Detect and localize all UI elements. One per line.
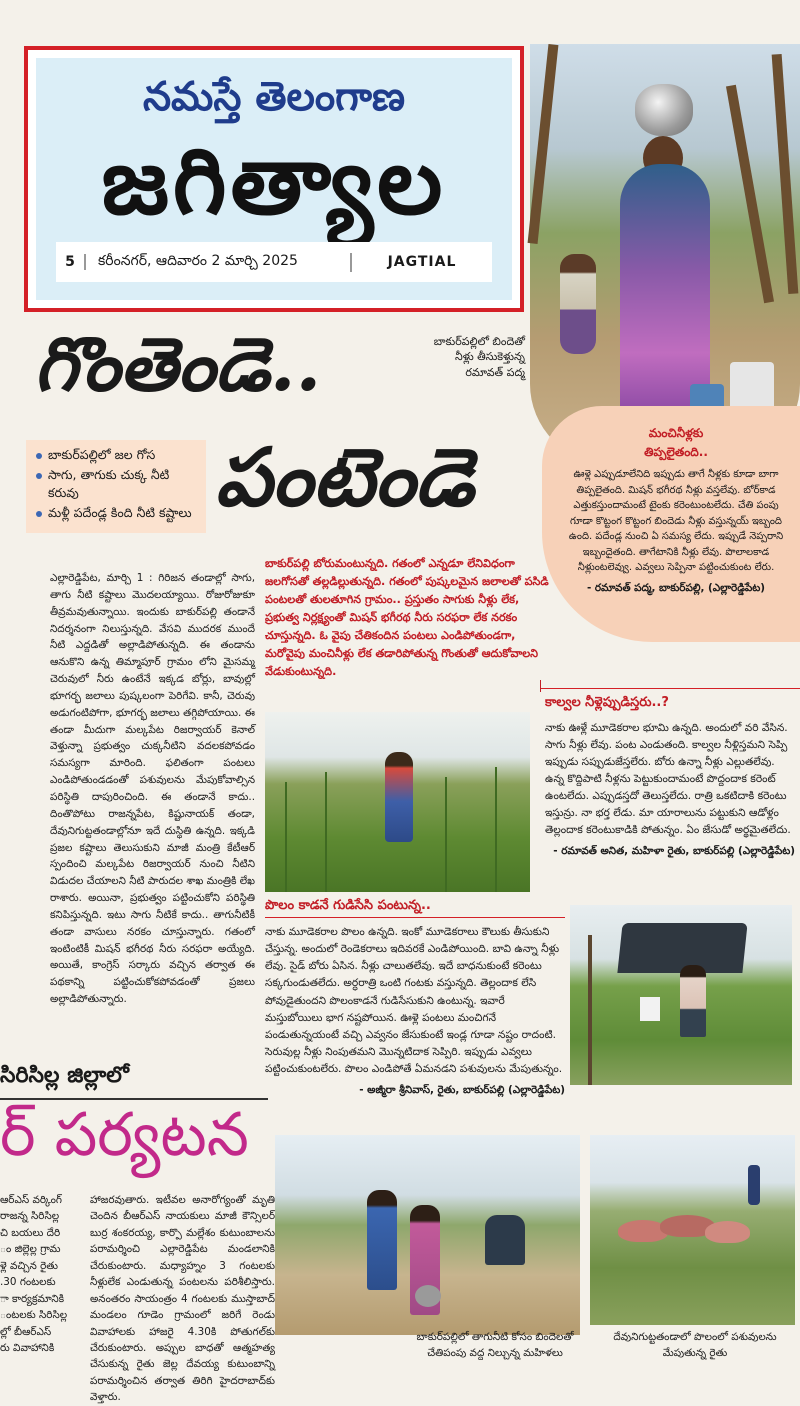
column-line: ళ్లె వచ్చిన రైతు <box>0 1259 58 1272</box>
quote-signature: - రమావత్ పద్మ, బాకుర్‌పల్లి, (ఎల్లారెడ్డిపేట) <box>586 581 766 594</box>
highlight-item: బాకుర్‌పల్లిలో జల గోస <box>34 446 198 464</box>
photo-cattle-grazing <box>590 1135 795 1325</box>
caption-line: రమావత్ పద్మ <box>465 365 525 379</box>
quote-title-line: మంచినీళ్లకు <box>648 426 704 440</box>
second-story-headline: ర్ పర్యటన <box>0 1100 249 1170</box>
quote-text: ఊళ్లె ఎప్పుడూలేనిది ఇప్పుడు తాగే నీళ్లకు కూడా బాగా తిప్పలైతంది. మిషన్ భగీరథ నీళ్లు వస్తలేవు. బోర్‌కాడ ఎత్తుకస్తుందామంటే టైంకు కరెంటుంటలేదు. చేతి పంపు గూడా కొట్టంగ కొట్టంగ బిందెడు నీళ్లు వస్తున్నయ్ ఇబ్బంది ఉంది. పదేండ్ల నుంచి ఏ సమస్య లేదు. ఇప్పుడే నెప్పరాని ఇబ్బందైతంది. తాగేటానికి నీళ్లు లేవు. పొలాలకాడ నీళ్లుంటలెవ్వు. ఎవ్వలు సెప్పినా పట్టించుకుంట లేరు. <box>568 469 784 574</box>
quote-title-anitha: కాల్వల నీళ్లెప్పుడిస్తరు..? <box>545 695 669 710</box>
masthead-info-bar <box>56 242 492 282</box>
column-line: ఆర్ఎస్ వర్కింగ్ <box>0 1194 62 1206</box>
page-number: 5 <box>56 254 86 270</box>
newspaper-name: నమస్తే తెలంగాణ <box>142 74 406 120</box>
column-line: .30 గంటలకు <box>0 1276 56 1289</box>
divider <box>265 917 565 918</box>
bucket <box>730 362 774 410</box>
headline-line-2: పంటెండె <box>215 430 474 524</box>
highlight-item: మళ్లీ పదేండ్ల కింది నీటి కష్టాలు <box>34 504 198 522</box>
caption-cattle: దేవునిగుట్టతండాలో పొలంలో పశువులను మేపుతున్న రైతు <box>613 1331 777 1359</box>
divider <box>540 680 541 692</box>
woman-in-field <box>385 752 413 842</box>
column-line: రాజన్న సిరిసిల్ల <box>0 1210 60 1223</box>
caption-handpump: బాకుర్‌పల్లిలో తాగునీటి కోసం బిందెలతో చేతిపంపు వద్ద నిల్చున్న మహిళలు <box>416 1331 574 1359</box>
second-story-subhead: సిరిసిల్ల జిల్లాలో <box>0 1063 129 1088</box>
column-line: రు వివాహానికి <box>0 1341 55 1354</box>
water-pot <box>635 84 693 136</box>
photo-farm-hut <box>570 905 792 1085</box>
highlights-box <box>26 440 206 533</box>
second-story-column-b: హాజరవుతారు. ఇటీవల అనారోగ్యంతో మృతి చెందిన బీఆర్ఎస్ నాయకులు మాజీ కౌన్సిలర్ బుర్ర శంకరయ్య, కార్పొ మల్లేశం కుటుంబాలను పరామర్శించి ఎల్లారెడ్డిపేట మండలానికి చేరుకుంటారు. మధ్యాహ్నం 3 గంటలకు నీళ్లులేక ఎండుతున్న పంటలను పరిశీలిస్తారు. అనంతరం సాయంత్రం 4 గంటలకు ముస్తాబాద్ మండలం గూడెం గ్రామంలో జరిగే రెండు వివాహాలకు హాజరై 4.30కి పోతుగల్‌కు చేరుకుంటారు. అప్పుల బాధతో ఆత్మహత్య చేసుకున్న రైతు జెల్ల దేవయ్య కుటుంబాన్ని పరామర్శించిన తర్వాత తిరిగి హైదరాబాద్‌కు వెళ్తారు. <box>90 1194 275 1404</box>
farmer-figure <box>680 965 706 1037</box>
column-line: చి బయలు దేరి <box>0 1226 61 1239</box>
quote-text: నాకు ఊళ్లే మూడెకరాల భూమి ఉన్నది. అందులో వరి వేసిన. సాగు నీళ్లు లేవు. పంట ఎండుతంది. కాల్వల నీళ్లిస్తమని సెప్పి ఇప్పుడు సప్పుడుజేస్తలేరు. బోరు ఉన్నా నీళ్లు ఎల్లుతలేవు. ఉన్న కొద్దిపాటి నీళ్లను పెట్టుకుందామంటే పొద్దందాక కరెంట్ ఉంటలేదు. ఎప్పుడస్తదో తెలుస్తలేదు. రాత్రి ఒకటిదాకి కరెంటు ఇస్తున్రు. నా భర్త లేడు. మా యారాలును పట్టుకుని ఆడోళ్లం తెల్లందాక కరెంటుకాడికి పోతున్నం. ఏం జేసుడో అర్థమైతలేదు. <box>545 722 791 836</box>
photo-women-at-handpump <box>275 1135 580 1335</box>
column-line: ల్లో బీఆర్ఎస్ <box>0 1325 52 1338</box>
caption-line: నీళ్లు తీసుకెళ్తున్న <box>455 350 525 364</box>
photo-paddy-field-woman <box>265 712 530 892</box>
child-figure <box>560 254 596 354</box>
story-body: ఎల్లారెడ్డిపేట, మార్చి 1 : గిరిజన తండాల్లో సాగు, తాగు నీటి కష్టాలు మొదలయ్యాయి. రోజురోజుకూ తీవ్రమవుతున్నాయి. ఇందుకు బాకుర్‌పల్లి తండానే నిదర్శనంగా నిలుస్తున్నది. వేసవి ముదరక ముందే నీటి ఎద్దడితో అల్లాడిపోతున్నది. ఈ తండాను ఆనుకొని ఉన్న తిమ్మాపూర్ గ్రామం లోని మైసమ్మ చెరువులో నీరు ఉంటేనే ఇక్కడ బోర్లు, బావుల్లో భూగర్భ జలాలు పుష్కలంగా పెరిగేవి. కానీ, చెరువు అడుగంటిపోగా, భూగర్భ జలాలు తగ్గిపోయాయి. ఈ తండా మీదుగా మల్కపేట రిజర్వాయర్ కెనాల్ వెళ్తున్నా ప్రభుత్వం చుక్కనీటిని వదలకపోవడం సమస్యగా మారింది. ఫలితంగా పంటలు ఎండిపోతుండడంతో పశువులను మేపుకోవాల్సిన పరిస్థితి దాపురించింది. ఈ తండానే కాదు.. దింతొపోటు రాజన్నపేట, కిష్టునాయక్ తండా, దేవునిగుట్టతండాల్లోనూ ఇదే దుస్థితి ఉన్నది. ఇక్కడి ప్రజల కష్టాలు తెలుసుకుని మాజీ మంత్రి కేటీఆర్ స్పందించి మల్కపేట రిజర్వాయర్ నుంచి నీటిని విడుదల చేయాలని నీటి పారుదల శాఖ మంత్రికి లేఖ రాశారు. అయినా, ప్రభుత్వం పట్టించుకోని పరిస్థితి కనిపిస్తున్నది. ఇటు సాగు నీటికే కాదు.. తాగునీటికీ తండా వాసులు నరకం చూస్తున్నారు. గతంలో ఇంటింటికీ మిషన్ భగీరథ నీరు సరఫరా అయ్యేది. అయితే, కాంగ్రెస్ సర్కారు వచ్చిన తర్వాత ఈ పథకాన్ని పట్టించుకోకపోవడంతో ప్రజలు అల్లాడిపోతున్నారు. <box>50 572 255 1006</box>
quote-signature: - రమావత్ అనిత, మహిళా రైతు, బాకుర్‌పల్లి (ఎల్లారెడ్డిపేట) <box>553 844 795 857</box>
story-intro: బాకుర్‌పల్లి బోరుమంటున్నది. గతంలో ఎన్నడూ లేనివిధంగా జలగోసతో తల్లడిల్లుతున్నది. గతంలో పుష్కలమైన జలాలతో పసిడి పంటలతో తులతూగిన గ్రామం.. ప్రస్తుతం సాగుకు నీళ్లు లేక, ప్రభుత్వ నిర్లక్ష్యంతో మిషన్ భగీరథ నీరు సరఫరా లేక నరకం చూస్తున్నది. ఓ వైపు చేతికందిన పంటలు ఎండిపోతుండగా, మరోవైపు మంచినీళ్లు లేక తడారిపోతున్న గొంతుతో ఆదుకోవాలని వేడుకుంటున్నది. <box>265 557 549 678</box>
district-title: జగిత్యాల <box>101 128 447 235</box>
column-line: ం జిల్లెల్ల గ్రామ <box>0 1243 61 1256</box>
quote-title-line: తిప్పలైతంది.. <box>644 444 708 459</box>
quote-box-padma <box>542 406 800 642</box>
quote-text: నాకు మూడెకరాల పొలం ఉన్నది. ఇంకో మూడెకరాలు కౌలుకు తీసుకుని చేస్తున్న. అందులో రెండెకరాలు ఇదివరకే ఎండిపోయింది. బావి ఉన్నా నీళ్లు లేవు. సైడ్ బోరు ఏసిన. నీళ్లు చాలుతలేవు. ఇదే బాధనుకుంటే కరెంటు సక్కగుండుతలేదు. అర్ధరాత్రి ఒంటి గంటకు వస్తున్నది. తెల్లందాక లేసి పోవుడైతుందని పొలంకాడనే గుడిసేసుకుని ఉంటున్న. ఇవారే మస్తుబోయిలు భాగ నష్టపోయిన. ఊళ్లె పంటలు మంచిగనే పండుతున్నయంటే వచ్చి ఎవ్వనం జేసుకుంటే ఇండ్ల గూడా నష్టం రాదంటి. సెరువుల్ల నీళ్లు నింపుతమని మొన్నటిదాక సెప్పిరి. ఇప్పుడు ఎవ్వలు పట్టించుకుంటలేరు. పొలం ఎండిపోతే ఏమనడని పశువులను మేపుతున్నం. <box>265 926 563 1076</box>
water-pot <box>415 1285 441 1307</box>
divider <box>540 688 800 689</box>
quote-box-anitha <box>545 720 795 859</box>
quote-signature: - అజ్మీరా శ్రీనివాస్, రైతు, బాకుర్‌పల్లి (ఎల్లారెడ్డిపేట) <box>359 1084 565 1097</box>
dateline: కరీంనగర్, ఆదివారం 2 మార్చి 2025 <box>86 253 352 272</box>
equipment-box <box>640 997 660 1021</box>
caption-line: బాకుర్‌పల్లిలో బిందెతో <box>433 335 525 348</box>
headline-line-1: గొంతెండె.. <box>34 322 322 408</box>
quote-title-srinivas: పొలం కాడనే గుడిసేసి పంటున్న.. <box>265 898 431 913</box>
highlight-item: సాగు, తాగుకు చుక్క నీటి కరువు <box>34 466 198 502</box>
cow <box>705 1221 750 1243</box>
quote-title <box>564 424 788 461</box>
masthead <box>24 46 524 312</box>
masthead-panel <box>36 58 512 300</box>
farmer-figure <box>748 1165 760 1205</box>
column-line: ా కార్యక్రమానికి <box>0 1292 65 1305</box>
column-line: ంటలకు సిరిసిల్ల <box>0 1309 68 1322</box>
quote-box-srinivas <box>265 924 565 1099</box>
photo-caption-top <box>415 334 525 380</box>
hut-shed <box>617 923 747 973</box>
edition-label: JAGTIAL <box>387 254 457 270</box>
second-story-column-a <box>0 1192 85 1356</box>
photo-woman-with-pot <box>530 44 800 464</box>
